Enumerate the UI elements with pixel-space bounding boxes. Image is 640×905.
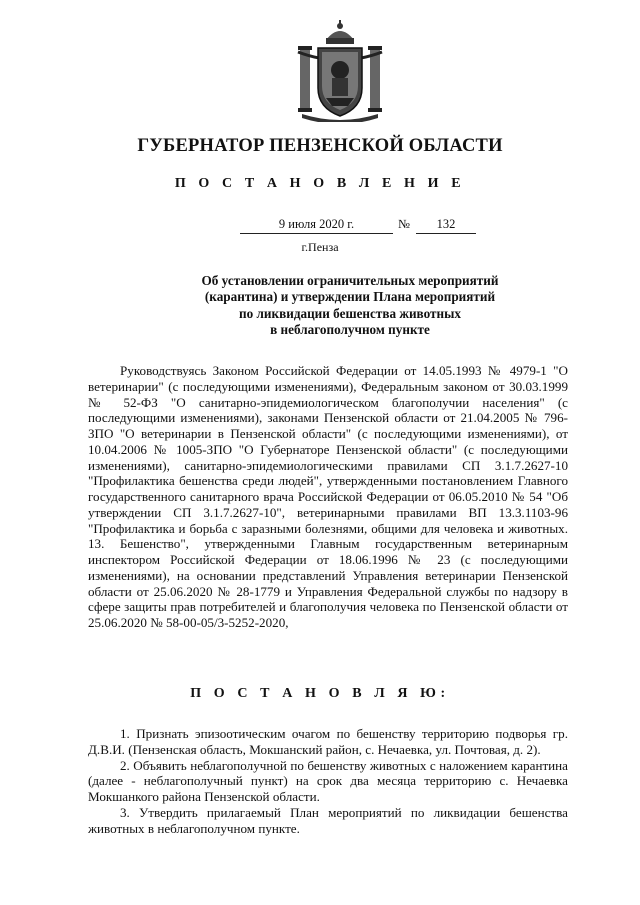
document-number: 132 bbox=[416, 217, 476, 234]
subject-line-2: (карантина) и утверждении Плана мероприятий bbox=[204, 289, 496, 305]
decree-item-3: 3. Утвердить прилагаемый План мероприятий по ликвидации бешенства животных в неблагополучном пункте. bbox=[88, 804, 568, 836]
document-type-heading: П О С Т А Н О В Л Е Н И Е bbox=[174, 176, 466, 191]
decree-heading: П О С Т А Н О В Л Я Ю: bbox=[190, 686, 450, 701]
document-subject bbox=[150, 273, 550, 338]
penza-coat-of-arms-icon bbox=[292, 18, 388, 122]
decree-item-1: 1. Признать эпизоотическим очагом по бешенству территорию подворья гр. Д.В.И. (Пензенская область, Мокшанский район, с. Нечаевка, ул. Почтовая, д. 2). bbox=[88, 726, 568, 757]
subject-line-3: по ликвидации бешенства животных bbox=[239, 305, 461, 321]
preamble-paragraph: Руководствуясь Законом Российской Федерации от 14.05.1993 № 4979-1 "О ветеринарии" (с последующими изменениями), Федеральным законом от 30.03.1999 № 52-ФЗ "О санитарно-эпидемиологическом благополучии населения" (с последующими изменениями), законами Пензенской области от 21.04.2005 № 796-ЗПО "О ветеринарии в Пензенской области" (с последующими изменениями), от 10.04.2006 № 1005-ЗПО "О Губернаторе Пензенской области" (с последующими изменениями), санитарно-эпидемиологическими правилами СП 3.1.7.2627-10 "Профилактика бешенства среди людей", утвержденными постановлением Главного государственного санитарного врача Российской Федерации от 06.05.2010 № 54 "Об утверждении СП 3.1.7.2627-10", ветеринарными правилами ВП 13.3.1103-96 "Профилактика и борьба с заразными болезнями, общими для человека и животных. 13. Бешенство", утвержденными Главным государственным ветеринарным инспектором Российской Федерации от 18.06.1996 № 23 (с последующими изменениями), на основании представлений Управления ветеринарии Пензенской области от 25.06.2020 № 28-1779 и Управления Федеральной службы по надзору в сфере защиты прав потребителей и благополучия человека по Пензенской области от 25.06.2020 № 58-00-05/3-5252-2020, bbox=[88, 363, 568, 630]
decree-items bbox=[88, 726, 568, 836]
subject-line-4: в неблагополучном пункте bbox=[270, 321, 430, 337]
governor-title: ГУБЕРНАТОР ПЕНЗЕНСКОЙ ОБЛАСТИ bbox=[137, 136, 503, 156]
subject-line-1: Об установлении ограничительных мероприятий bbox=[201, 273, 499, 288]
city-label: г.Пенза bbox=[301, 240, 339, 254]
document-date: 9 июля 2020 г. bbox=[240, 217, 393, 234]
decree-item-2: 2. Объявить неблагополучной по бешенству животных с наложением карантина (далее - неблагополучный пункт) на срок два месяца территорию с. Нечаевка Мокшанкого района Пензенской области. bbox=[88, 757, 568, 804]
number-sign: № bbox=[398, 217, 410, 231]
